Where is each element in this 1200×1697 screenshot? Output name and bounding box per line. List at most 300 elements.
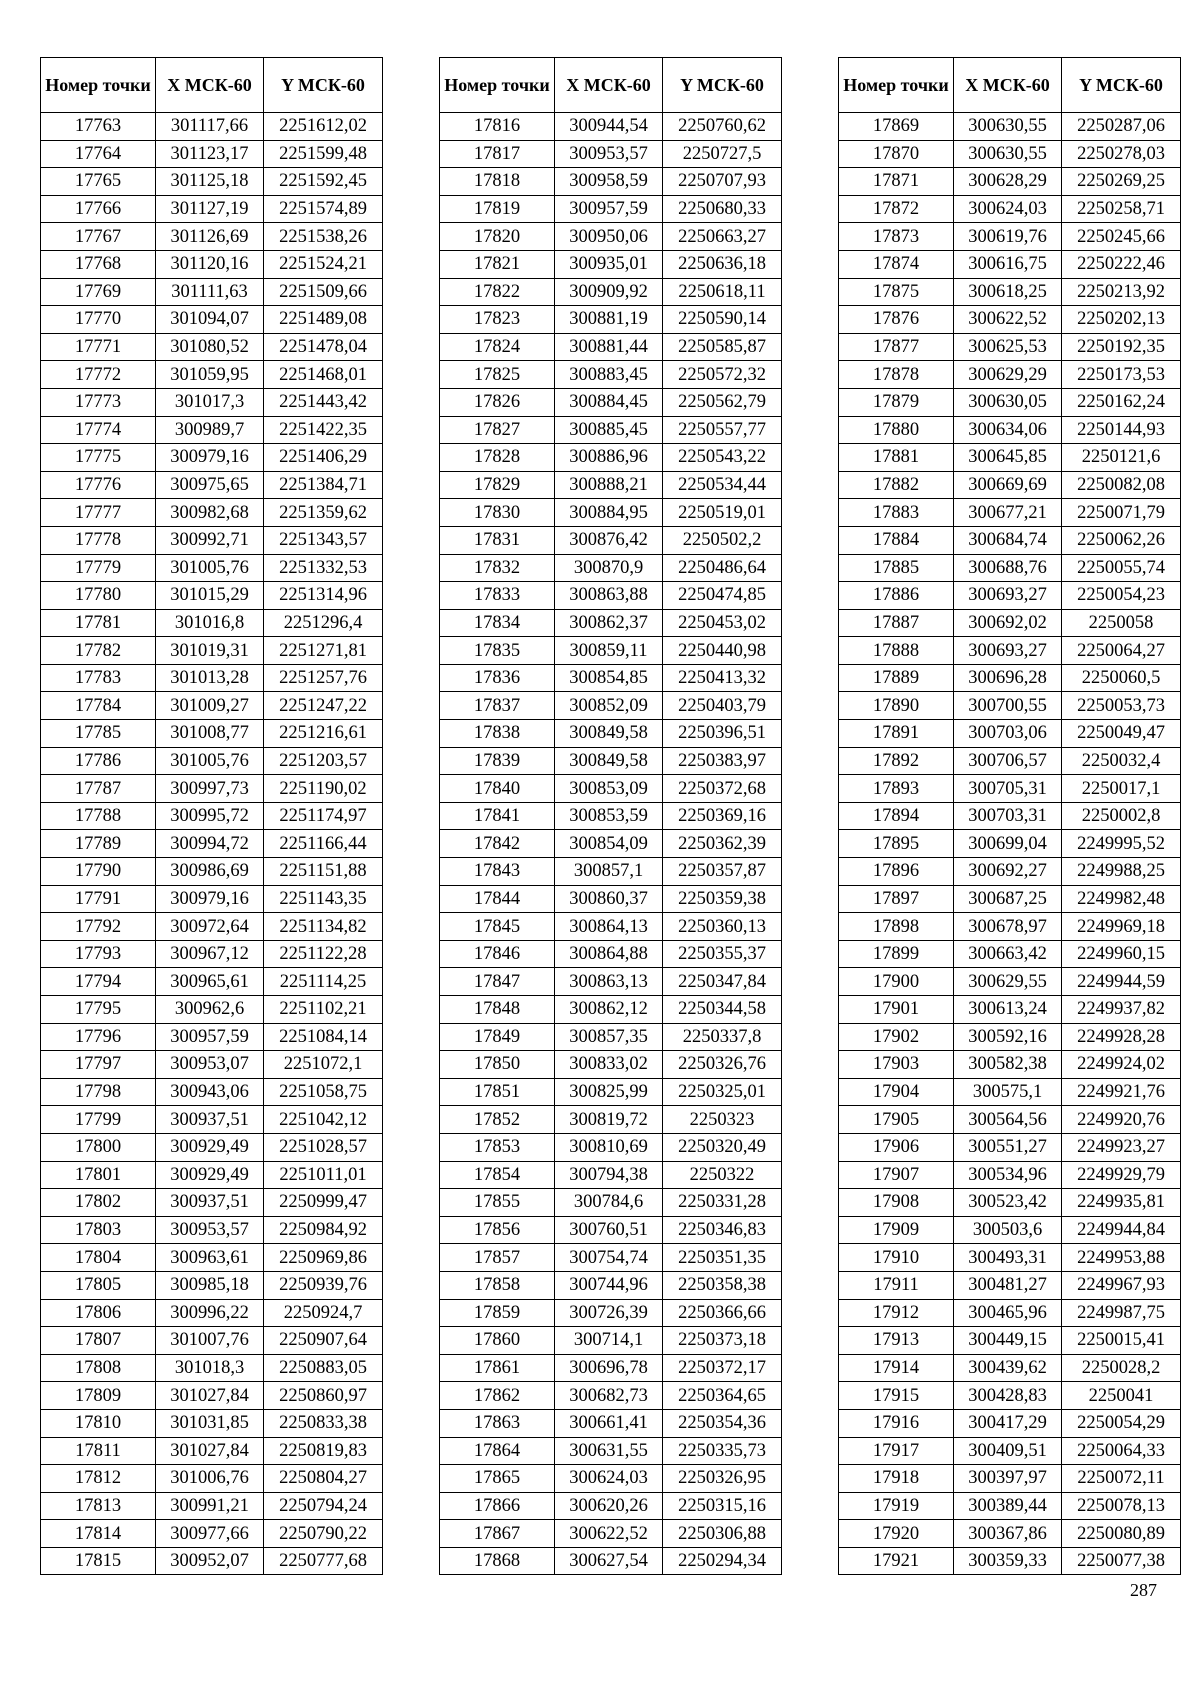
x-coordinate-cell: 300975,65	[156, 471, 264, 499]
x-coordinate-cell: 300622,52	[954, 306, 1062, 334]
table-row	[41, 582, 383, 610]
y-coordinate-cell: 2250053,73	[1062, 692, 1181, 720]
y-coordinate-cell: 2251102,21	[264, 996, 383, 1024]
y-coordinate-cell: 2250358,38	[663, 1271, 782, 1299]
y-coordinate-cell: 2250017,1	[1062, 775, 1181, 803]
y-coordinate-cell: 2251072,1	[264, 1051, 383, 1079]
y-coordinate-cell: 2250502,2	[663, 526, 782, 554]
point-number-cell: 17798	[41, 1078, 156, 1106]
table-row	[41, 1161, 383, 1189]
x-coordinate-cell: 301005,76	[156, 747, 264, 775]
x-coordinate-cell: 300864,13	[555, 913, 663, 941]
y-coordinate-cell: 2250590,14	[663, 306, 782, 334]
x-coordinate-cell: 300692,27	[954, 858, 1062, 886]
y-coordinate-cell: 2250364,65	[663, 1382, 782, 1410]
point-number-cell: 17787	[41, 775, 156, 803]
point-number-cell: 17782	[41, 637, 156, 665]
x-coordinate-cell: 300493,31	[954, 1244, 1062, 1272]
table-row	[41, 499, 383, 527]
y-coordinate-cell: 2249960,15	[1062, 940, 1181, 968]
point-number-cell: 17813	[41, 1492, 156, 1520]
y-coordinate-cell: 2249929,79	[1062, 1161, 1181, 1189]
x-coordinate-cell: 300863,13	[555, 968, 663, 996]
y-coordinate-cell: 2250320,49	[663, 1133, 782, 1161]
x-coordinate-cell: 300784,6	[555, 1189, 663, 1217]
point-number-cell: 17843	[440, 858, 555, 886]
table-row	[440, 1078, 782, 1106]
table-row	[41, 1465, 383, 1493]
point-number-cell: 17784	[41, 692, 156, 720]
point-number-cell: 17812	[41, 1465, 156, 1493]
x-coordinate-cell: 300989,7	[156, 416, 264, 444]
table-row	[41, 1382, 383, 1410]
y-coordinate-cell: 2249944,84	[1062, 1216, 1181, 1244]
point-number-cell: 17882	[839, 471, 954, 499]
table-row	[839, 554, 1181, 582]
y-coordinate-cell: 2250325,01	[663, 1078, 782, 1106]
x-coordinate-cell: 300953,57	[156, 1216, 264, 1244]
y-coordinate-cell: 2250269,25	[1062, 168, 1181, 196]
y-coordinate-cell: 2249982,48	[1062, 885, 1181, 913]
table-row	[41, 913, 383, 941]
x-coordinate-cell: 300881,19	[555, 306, 663, 334]
x-coordinate-cell: 300944,54	[555, 113, 663, 141]
point-number-cell: 17847	[440, 968, 555, 996]
header-y-coordinate: Y МСК-60	[264, 58, 383, 113]
x-coordinate-cell: 300883,45	[555, 361, 663, 389]
point-number-cell: 17783	[41, 664, 156, 692]
x-coordinate-cell: 301127,19	[156, 195, 264, 223]
table-row	[839, 388, 1181, 416]
x-coordinate-cell: 301017,3	[156, 388, 264, 416]
table-header	[839, 58, 1181, 113]
x-coordinate-cell: 300996,22	[156, 1299, 264, 1327]
table-row	[440, 858, 782, 886]
x-coordinate-cell: 300967,12	[156, 940, 264, 968]
x-coordinate-cell: 300678,97	[954, 913, 1062, 941]
x-coordinate-cell: 300703,31	[954, 802, 1062, 830]
point-number-cell: 17895	[839, 830, 954, 858]
point-number-cell: 17903	[839, 1051, 954, 1079]
x-coordinate-cell: 300860,37	[555, 885, 663, 913]
point-number-cell: 17819	[440, 195, 555, 223]
y-coordinate-cell: 2250306,88	[663, 1520, 782, 1548]
point-number-cell: 17794	[41, 968, 156, 996]
table-row	[41, 278, 383, 306]
x-coordinate-cell: 300854,09	[555, 830, 663, 858]
y-coordinate-cell: 2251058,75	[264, 1078, 383, 1106]
table-row	[839, 526, 1181, 554]
y-coordinate-cell: 2250969,86	[264, 1244, 383, 1272]
x-coordinate-cell: 300663,42	[954, 940, 1062, 968]
x-coordinate-cell: 301080,52	[156, 333, 264, 361]
x-coordinate-cell: 301006,76	[156, 1465, 264, 1493]
point-number-cell: 17875	[839, 278, 954, 306]
y-coordinate-cell: 2251203,57	[264, 747, 383, 775]
point-number-cell: 17863	[440, 1409, 555, 1437]
point-number-cell: 17858	[440, 1271, 555, 1299]
table-row	[41, 1327, 383, 1355]
table-row	[41, 306, 383, 334]
y-coordinate-cell: 2251084,14	[264, 1023, 383, 1051]
table-row	[839, 1547, 1181, 1575]
y-coordinate-cell: 2250562,79	[663, 388, 782, 416]
y-coordinate-cell: 2251257,76	[264, 664, 383, 692]
table-row	[41, 1189, 383, 1217]
y-coordinate-cell: 2250924,7	[264, 1299, 383, 1327]
point-number-cell: 17841	[440, 802, 555, 830]
y-coordinate-cell: 2251332,53	[264, 554, 383, 582]
x-coordinate-cell: 300693,27	[954, 582, 1062, 610]
x-coordinate-cell: 301027,84	[156, 1382, 264, 1410]
table-row	[440, 1547, 782, 1575]
y-coordinate-cell: 2250572,32	[663, 361, 782, 389]
point-number-cell: 17919	[839, 1492, 954, 1520]
x-coordinate-cell: 300854,85	[555, 664, 663, 692]
table-row	[839, 333, 1181, 361]
table-row	[839, 223, 1181, 251]
y-coordinate-cell: 2251592,45	[264, 168, 383, 196]
x-coordinate-cell: 301018,3	[156, 1354, 264, 1382]
point-number-cell: 17818	[440, 168, 555, 196]
x-coordinate-cell: 300810,69	[555, 1133, 663, 1161]
point-number-cell: 17907	[839, 1161, 954, 1189]
x-coordinate-cell: 300618,25	[954, 278, 1062, 306]
y-coordinate-cell: 2251468,01	[264, 361, 383, 389]
x-coordinate-cell: 300696,28	[954, 664, 1062, 692]
x-coordinate-cell: 300575,1	[954, 1078, 1062, 1106]
table-row	[440, 802, 782, 830]
point-number-cell: 17778	[41, 526, 156, 554]
y-coordinate-cell: 2250049,47	[1062, 720, 1181, 748]
table-row	[839, 582, 1181, 610]
y-coordinate-cell: 2251509,66	[264, 278, 383, 306]
x-coordinate-cell: 300481,27	[954, 1271, 1062, 1299]
coordinate-table-2	[439, 57, 782, 1575]
point-number-cell: 17850	[440, 1051, 555, 1079]
point-number-cell: 17809	[41, 1382, 156, 1410]
point-number-cell: 17838	[440, 720, 555, 748]
x-coordinate-cell: 300876,42	[555, 526, 663, 554]
y-coordinate-cell: 2250860,97	[264, 1382, 383, 1410]
point-number-cell: 17913	[839, 1327, 954, 1355]
y-coordinate-cell: 2251011,01	[264, 1161, 383, 1189]
table-row	[41, 692, 383, 720]
table-row	[440, 471, 782, 499]
x-coordinate-cell: 300888,21	[555, 471, 663, 499]
x-coordinate-cell: 300862,12	[555, 996, 663, 1024]
y-coordinate-cell: 2250939,76	[264, 1271, 383, 1299]
y-coordinate-cell: 2249944,59	[1062, 968, 1181, 996]
x-coordinate-cell: 300367,86	[954, 1520, 1062, 1548]
point-number-cell: 17829	[440, 471, 555, 499]
point-number-cell: 17855	[440, 1189, 555, 1217]
x-coordinate-cell: 300929,49	[156, 1133, 264, 1161]
table-row	[440, 664, 782, 692]
table-row	[41, 940, 383, 968]
point-number-cell: 17781	[41, 609, 156, 637]
table-row	[839, 830, 1181, 858]
table-row	[839, 1327, 1181, 1355]
y-coordinate-cell: 2250369,16	[663, 802, 782, 830]
table-row	[41, 1078, 383, 1106]
table-row	[41, 1216, 383, 1244]
table-row	[839, 1409, 1181, 1437]
table-row	[41, 1133, 383, 1161]
point-number-cell: 17807	[41, 1327, 156, 1355]
y-coordinate-cell: 2250999,47	[264, 1189, 383, 1217]
y-coordinate-cell: 2250173,53	[1062, 361, 1181, 389]
point-number-cell: 17799	[41, 1106, 156, 1134]
x-coordinate-cell: 300631,55	[555, 1437, 663, 1465]
x-coordinate-cell: 300630,55	[954, 113, 1062, 141]
y-coordinate-cell: 2250346,83	[663, 1216, 782, 1244]
table-row	[839, 802, 1181, 830]
point-number-cell: 17851	[440, 1078, 555, 1106]
point-number-cell: 17899	[839, 940, 954, 968]
table-row	[440, 1520, 782, 1548]
table-row	[839, 1023, 1181, 1051]
x-coordinate-cell: 300886,96	[555, 444, 663, 472]
header-point-number: Номер точки	[440, 58, 555, 113]
table-row	[839, 140, 1181, 168]
x-coordinate-cell: 300624,03	[555, 1465, 663, 1493]
point-number-cell: 17911	[839, 1271, 954, 1299]
table-row	[839, 637, 1181, 665]
header-x-coordinate: X МСК-60	[954, 58, 1062, 113]
x-coordinate-cell: 300972,64	[156, 913, 264, 941]
table-row	[440, 913, 782, 941]
x-coordinate-cell: 300613,24	[954, 996, 1062, 1024]
y-coordinate-cell: 2251359,62	[264, 499, 383, 527]
y-coordinate-cell: 2250078,13	[1062, 1492, 1181, 1520]
y-coordinate-cell: 2250347,84	[663, 968, 782, 996]
x-coordinate-cell: 300687,25	[954, 885, 1062, 913]
point-number-cell: 17921	[839, 1547, 954, 1575]
point-number-cell: 17898	[839, 913, 954, 941]
point-number-cell: 17790	[41, 858, 156, 886]
header-x-coordinate: X МСК-60	[555, 58, 663, 113]
table-row	[41, 140, 383, 168]
table-row	[839, 1520, 1181, 1548]
x-coordinate-cell: 301123,17	[156, 140, 264, 168]
y-coordinate-cell: 2251612,02	[264, 113, 383, 141]
point-number-cell: 17862	[440, 1382, 555, 1410]
x-coordinate-cell: 300953,07	[156, 1051, 264, 1079]
y-coordinate-cell: 2250543,22	[663, 444, 782, 472]
table-row	[440, 223, 782, 251]
x-coordinate-cell: 300684,74	[954, 526, 1062, 554]
point-number-cell: 17808	[41, 1354, 156, 1382]
table-row	[440, 830, 782, 858]
table-row	[839, 195, 1181, 223]
x-coordinate-cell: 301027,84	[156, 1437, 264, 1465]
x-coordinate-cell: 300629,29	[954, 361, 1062, 389]
point-number-cell: 17883	[839, 499, 954, 527]
point-number-cell: 17804	[41, 1244, 156, 1272]
x-coordinate-cell: 300439,62	[954, 1354, 1062, 1382]
y-coordinate-cell: 2250351,35	[663, 1244, 782, 1272]
y-coordinate-cell: 2250062,26	[1062, 526, 1181, 554]
point-number-cell: 17866	[440, 1492, 555, 1520]
header-point-number: Номер точки	[41, 58, 156, 113]
x-coordinate-cell: 300937,51	[156, 1189, 264, 1217]
y-coordinate-cell: 2250162,24	[1062, 388, 1181, 416]
table-row	[440, 747, 782, 775]
point-number-cell: 17865	[440, 1465, 555, 1493]
x-coordinate-cell: 300726,39	[555, 1299, 663, 1327]
table-row	[440, 416, 782, 444]
y-coordinate-cell: 2251166,44	[264, 830, 383, 858]
point-number-cell: 17832	[440, 554, 555, 582]
y-coordinate-cell: 2250337,8	[663, 1023, 782, 1051]
point-number-cell: 17870	[839, 140, 954, 168]
table-row	[41, 609, 383, 637]
x-coordinate-cell: 300523,42	[954, 1189, 1062, 1217]
table-row	[839, 361, 1181, 389]
point-number-cell: 17893	[839, 775, 954, 803]
point-number-cell: 17836	[440, 664, 555, 692]
x-coordinate-cell: 300620,26	[555, 1492, 663, 1520]
point-number-cell: 17918	[839, 1465, 954, 1493]
table-row	[839, 1216, 1181, 1244]
table-row	[440, 554, 782, 582]
y-coordinate-cell: 2251443,42	[264, 388, 383, 416]
table-body	[41, 113, 383, 1575]
table-row	[839, 499, 1181, 527]
x-coordinate-cell: 300943,06	[156, 1078, 264, 1106]
x-coordinate-cell: 300977,66	[156, 1520, 264, 1548]
point-number-cell: 17768	[41, 250, 156, 278]
table-row	[839, 1106, 1181, 1134]
point-number-cell: 17917	[839, 1437, 954, 1465]
point-number-cell: 17914	[839, 1354, 954, 1382]
x-coordinate-cell: 300950,06	[555, 223, 663, 251]
table-row	[839, 996, 1181, 1024]
x-coordinate-cell: 300628,29	[954, 168, 1062, 196]
x-coordinate-cell: 300417,29	[954, 1409, 1062, 1437]
y-coordinate-cell: 2249995,52	[1062, 830, 1181, 858]
y-coordinate-cell: 2250294,34	[663, 1547, 782, 1575]
table-row	[41, 1547, 383, 1575]
y-coordinate-cell: 2249921,76	[1062, 1078, 1181, 1106]
y-coordinate-cell: 2250804,27	[264, 1465, 383, 1493]
point-number-cell: 17785	[41, 720, 156, 748]
y-coordinate-cell: 2251524,21	[264, 250, 383, 278]
point-number-cell: 17854	[440, 1161, 555, 1189]
table-row	[41, 471, 383, 499]
table-row	[440, 609, 782, 637]
x-coordinate-cell: 301009,27	[156, 692, 264, 720]
x-coordinate-cell: 300551,27	[954, 1133, 1062, 1161]
table-row	[41, 1051, 383, 1079]
table-row	[440, 388, 782, 416]
point-number-cell: 17840	[440, 775, 555, 803]
x-coordinate-cell: 301015,29	[156, 582, 264, 610]
table-row	[839, 1161, 1181, 1189]
table-row	[440, 250, 782, 278]
x-coordinate-cell: 300669,69	[954, 471, 1062, 499]
table-row	[41, 1271, 383, 1299]
table-row	[440, 1161, 782, 1189]
y-coordinate-cell: 2250028,2	[1062, 1354, 1181, 1382]
point-number-cell: 17770	[41, 306, 156, 334]
point-number-cell: 17831	[440, 526, 555, 554]
table-body	[440, 113, 782, 1575]
table-row	[440, 1327, 782, 1355]
point-number-cell: 17822	[440, 278, 555, 306]
point-number-cell: 17856	[440, 1216, 555, 1244]
y-coordinate-cell: 2250322	[663, 1161, 782, 1189]
point-number-cell: 17853	[440, 1133, 555, 1161]
point-number-cell: 17878	[839, 361, 954, 389]
table-row	[440, 775, 782, 803]
point-number-cell: 17765	[41, 168, 156, 196]
point-number-cell: 17915	[839, 1382, 954, 1410]
x-coordinate-cell: 300625,53	[954, 333, 1062, 361]
point-number-cell: 17780	[41, 582, 156, 610]
point-number-cell: 17872	[839, 195, 954, 223]
x-coordinate-cell: 300965,61	[156, 968, 264, 996]
y-coordinate-cell: 2250833,38	[264, 1409, 383, 1437]
y-coordinate-cell: 2250360,13	[663, 913, 782, 941]
y-coordinate-cell: 2250077,38	[1062, 1547, 1181, 1575]
x-coordinate-cell: 300853,09	[555, 775, 663, 803]
y-coordinate-cell: 2249923,27	[1062, 1133, 1181, 1161]
y-coordinate-cell: 2250819,83	[264, 1437, 383, 1465]
y-coordinate-cell: 2250060,5	[1062, 664, 1181, 692]
table-header	[440, 58, 782, 113]
point-number-cell: 17805	[41, 1271, 156, 1299]
y-coordinate-cell: 2250663,27	[663, 223, 782, 251]
x-coordinate-cell: 300634,06	[954, 416, 1062, 444]
table-row	[839, 1299, 1181, 1327]
y-coordinate-cell: 2250326,95	[663, 1465, 782, 1493]
x-coordinate-cell: 301007,76	[156, 1327, 264, 1355]
y-coordinate-cell: 2250335,73	[663, 1437, 782, 1465]
y-coordinate-cell: 2249969,18	[1062, 913, 1181, 941]
y-coordinate-cell: 2250519,01	[663, 499, 782, 527]
x-coordinate-cell: 300870,9	[555, 554, 663, 582]
y-coordinate-cell: 2250372,17	[663, 1354, 782, 1382]
table-row	[440, 885, 782, 913]
y-coordinate-cell: 2250396,51	[663, 720, 782, 748]
table-row	[440, 637, 782, 665]
table-row	[440, 996, 782, 1024]
x-coordinate-cell: 300994,72	[156, 830, 264, 858]
point-number-cell: 17860	[440, 1327, 555, 1355]
y-coordinate-cell: 2250362,39	[663, 830, 782, 858]
point-number-cell: 17786	[41, 747, 156, 775]
page-number: 287	[1130, 1580, 1157, 1600]
y-coordinate-cell: 2251028,57	[264, 1133, 383, 1161]
x-coordinate-cell: 300696,78	[555, 1354, 663, 1382]
table-row	[440, 168, 782, 196]
point-number-cell: 17800	[41, 1133, 156, 1161]
point-number-cell: 17877	[839, 333, 954, 361]
x-coordinate-cell: 301016,8	[156, 609, 264, 637]
table-row	[839, 885, 1181, 913]
y-coordinate-cell: 2250354,36	[663, 1409, 782, 1437]
x-coordinate-cell: 301008,77	[156, 720, 264, 748]
y-coordinate-cell: 2251314,96	[264, 582, 383, 610]
table-row	[839, 720, 1181, 748]
table-row	[41, 996, 383, 1024]
x-coordinate-cell: 300465,96	[954, 1299, 1062, 1327]
point-number-cell: 17816	[440, 113, 555, 141]
x-coordinate-cell: 301019,31	[156, 637, 264, 665]
point-number-cell: 17833	[440, 582, 555, 610]
